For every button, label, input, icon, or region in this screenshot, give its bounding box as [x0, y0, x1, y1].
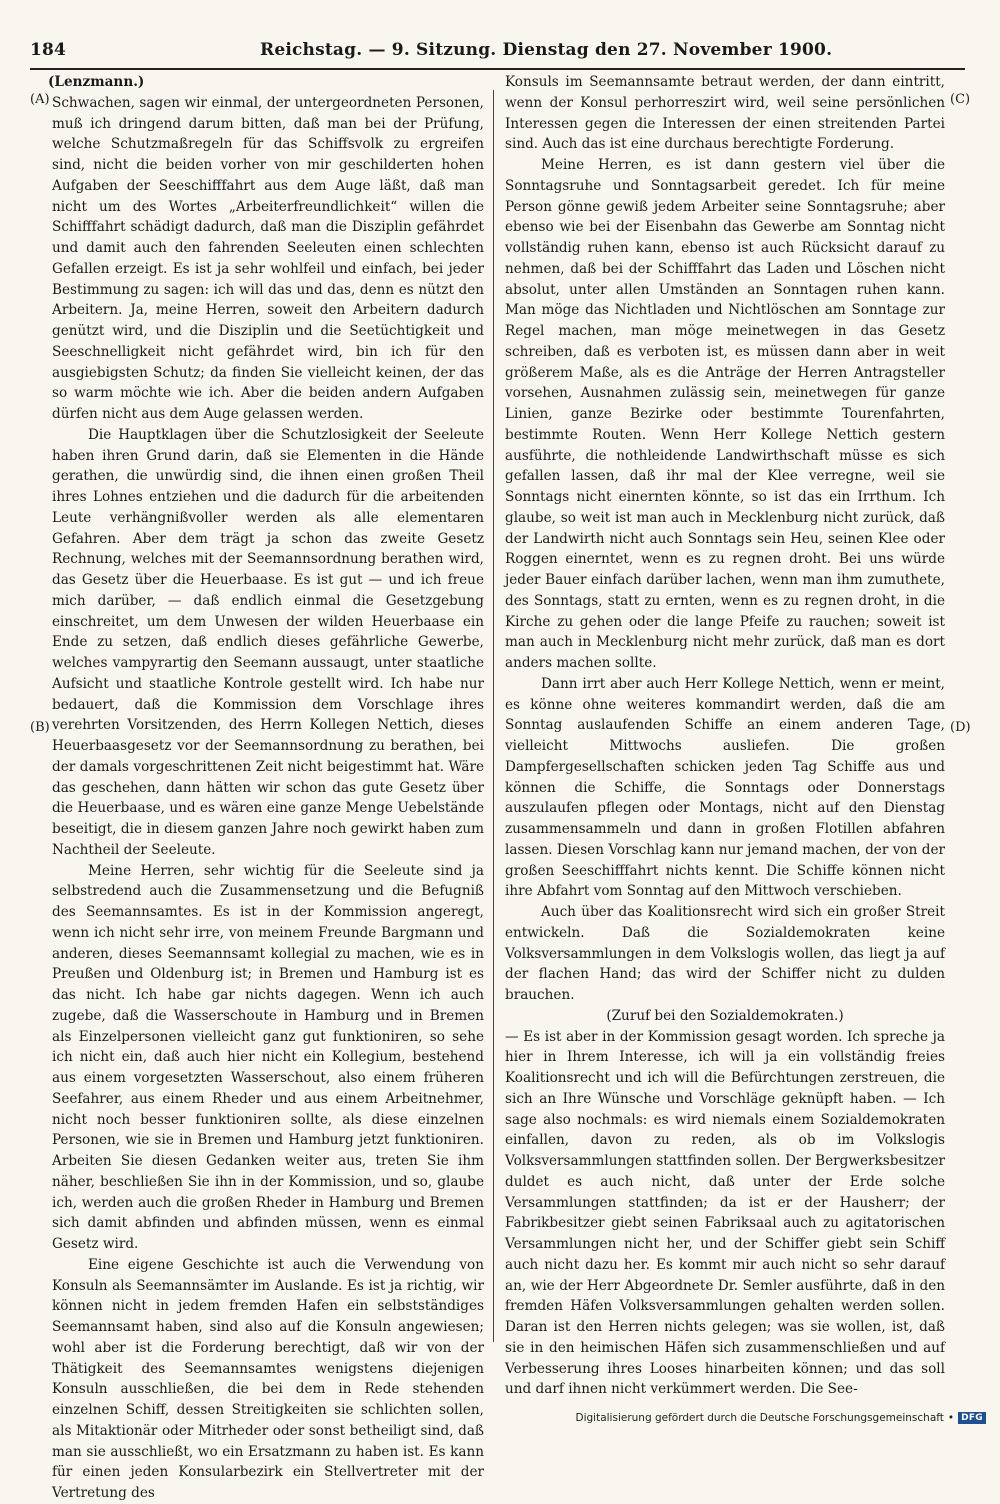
- paragraph: Die Hauptklagen über die Schutzlosigkeit der Seeleute haben ihren Grund darin, daß sie Elementen in die Hände gerathen, die unwürdig sind, die ihnen einen großen Theil ihres Lohnes entziehen und die dadurch für die arbeitenden Leute verhängnißvoller werden als alle elementaren Gefahren. Aber dem trägt ja schon das zweite Gesetz Rechnung, welches mit der Seemannsordnung berathen wird, das Gesetz über die Heuerbaase. Es ist gut — und ich freue mich darüber, — daß endlich einmal die Gesetzgebung einschreitet, um dem Unwesen der wilden Heuerbaase ein Ende zu setzen, daß endlich dieses gefährliche Gewerbe, welches vampyrartig den Seemann aussaugt, unter staatliche Aufsicht und staatliche Kontrole gestellt wird. Ich habe nur bedauert, daß die Kommission dem Vorschlage ihres verehrten Vorsitzenden, des Herrn Kollegen Nettich, dieses Heuerbaasgesetz vor der Seemannsordnung zu berathen, bei der damals vorgeschrittenen Zeit nicht beigestimmt hat. Wäre das geschehen, dann hätten wir schon das gute Gesetz über die Heuerbaase, und es wären eine ganze Menge Uebelstände beseitigt, die in diesem ganzen Jahre noch gewirkt haben zum Nachtheil der Seeleute.: [52, 426, 484, 858]
- paragraph: Dann irrt aber auch Herr Kollege Nettich, wenn er meint, es könne ohne weiteres kommandirt werden, daß die am Sonntag auslaufenden Schiffe an einem anderen Tage, vielleicht Mittwochs ausliefen. Die großen Dampfergesellschaften schicken jeden Tag Schiffe aus und können die Schiffe, die Sonntags oder Donnerstags auszulaufen pflegen oder Montags, nicht auf den Dienstag zusammensammeln und dann in großen Flotillen abfahren lassen. Diesen Vorschlag kann nur jemand machen, der von der großen Seeschifffahrt nichts kennt. Die Schiffe können nicht ihre Abfahrt vom Sonntag auf den Mittwoch verschieben.: [505, 675, 945, 900]
- header-rule: [30, 68, 965, 70]
- dfg-logo: DFG: [958, 1412, 986, 1424]
- running-title: Reichstag. — 9. Sitzung. Dienstag den 27. November 1900.: [260, 40, 833, 60]
- footer-credit: [576, 1412, 987, 1424]
- paragraph: — Es ist aber in der Kommission gesagt worden. Ich spreche ja hier in Ihrem Interesse, ich will ja ein vollständig freies Koalitionsrecht und ich will die Befürchtungen zerstreuen, die sich an Ihre Wünsche und Vorschläge geknüpft haben. — Ich sage also nochmals: es wird niemals einem Sozialdemokraten einfallen, davon zu reden, als ob im Volkslogis Volksversammlungen stattfinden sollen. Der Bergwerksbesitzer duldet es auch nicht, daß unter der Erde solche Versammlungen stattfinden; da ist er der Hausherr; der Fabrikbesitzer giebt seinen Fabriksaal auch zu agitatorischen Versammlungen nicht her, und der Schiffer giebt sein Schiff auch nicht dazu her. Es kommt mir auch nicht so sehr darauf an, wie der Herr Abgeordnete Dr. Semler ausführte, daß in den fremden Häfen Volksversammlungen gehalten werden sollen. Daran ist den Herren nichts gelegen; was sie wollen, ist, daß sie in den heimischen Häfen sich zusammenschließen und auf Verbesserung ihres Looses hinarbeiten können; und das soll und darf ihnen nicht verkümmert werden. Die See-: [505, 1028, 945, 1398]
- paragraph: Meine Herren, es ist dann gestern viel über die Sonntagsruhe und Sonntagsarbeit geredet. Ich für meine Person gönne gewiß jedem Arbeiter seine Sonntagsruhe; aber ebenso wie bei der Eisenbahn das Gewerbe am Sonntag nicht vollständig ruhen kann, ebenso ist auch Rücksicht darauf zu nehmen, daß bei der Schifffahrt das Laden und Löschen nicht absolut, unter allen Umständen an Sonntagen ruhen kann. Man möge das Nichtladen und Nichtlöschen am Sonntage zur Regel machen, man möge meinetwegen in das Gesetz schreiben, daß es verboten ist, es müssen dann aber in weit größerem Maße, als es die Anträge der Herren Antragsteller vorsehen, Ausnahmen zulässig sein, meinetwegen für ganze Linien, ganze Bezirke oder bestimmte Tourenfahrten, bestimmte Routen. Wenn Herr Kollege Nettich gestern ausführte, die nothleidende Landwirthschaft müsse es sich gefallen lassen, daß ihr mal der Klee verregne, weil sie Sonntags nicht einernten könnte, so ist das ein Irrthum. Ich glaube, so weit ist man auch in Mecklenburg nicht zurück, daß der Landwirth nicht auch Sonntags sein Heu, seinen Klee oder Roggen einerntet, wenn es zu regnen droht. Bei uns würde jeder Bauer einfach darüber lachen, wenn man ihm zumuthete, des Sonntags, statt zu ernten, wenn es zu regnen droht, in die Kirche zu gehen oder die lange Pfeife zu rauchen; soweit ist man auch in Mecklenburg nicht mehr zurück, daß man es dort anders machen sollte.: [505, 157, 945, 671]
- paragraph: Eine eigene Geschichte ist auch die Verwendung von Konsuln als Seemannsämter im Auslande. Es ist ja richtig, wir können nicht in jedem fremden Hafen ein selbstständiges Seemannsamt haben, sind also auf die Konsuln angewiesen; wohl aber ist die Forderung berechtigt, daß wir von der Thätigkeit des Seemannsamtes wenigstens diejenigen Konsuln ausschließen, die bei dem in Rede stehenden einzelnen Schiff, dessen Streitigkeiten sie schlichten sollen, als Mitaktionär oder Mitrheder oder sonst betheiligt sind, daß man sie ausschließt, wo ein Ersatzmann zu haben ist. Es kann für einen jeden Konsularbezirk ein Stellvertreter mit der Vertretung des: [52, 1256, 484, 1501]
- paragraph: Meine Herren, sehr wichtig für die Seeleute sind ja selbstredend auch die Zusammensetzung und die Befugniß des Seemannsamtes. Es ist in der Kommission angeregt, wenn ich nicht sehr irre, von meinem Freunde Bargmann und anderen, dieses Seemannsamt kollegial zu machen, wie es in Preußen und Oldenburg ist; in Bremen und Hamburg ist es das nicht. Ich habe gar nichts dagegen. Wenn ich auch zugebe, daß die Wasserschoute in Hamburg und in Bremen als Einzelpersonen vielleicht ganz gut funktioniren, so sehe ich nicht ein, daß auch hier nicht ein Kollegium, bestehend aus einem vorgesetzten Wasserschout, also einem früheren Seefahrer, aus einem Rheder und aus einem Arbeitnehmer, nicht noch besser funktioniren sollte, als diese einzelnen Personen, wie sie in Bremen und Hamburg jetzt funktioniren. Arbeiten Sie diesen Gedanken weiter aus, treten Sie ihm näher, beschließen Sie ihn in der Kommission, und so, glaube ich, werden auch die großen Rheder in Hamburg und Bremen sich damit abfinden und abfinden müssen, wenn es einmal Gesetz wird.: [52, 862, 484, 1252]
- page-number: 184: [30, 40, 67, 60]
- column-divider: [493, 90, 494, 1342]
- footer-separator: •: [947, 1412, 955, 1424]
- speaker-name: (Lenzmann.): [48, 74, 145, 90]
- margin-marker-c: (C): [950, 92, 971, 107]
- interjection: (Zuruf bei den Sozialdemokraten.): [606, 1007, 844, 1024]
- paragraph: Konsuls im Seemannsamte betraut werden, der dann eintritt, wenn der Konsul perhorreszirt wird, weil seine persönlichen Interessen gegen die Interessen der einen streitenden Partei sind. Auch das ist eine durchaus berechtigte Forderung.: [505, 74, 945, 153]
- right-column: [505, 72, 945, 1398]
- paragraph: Schwachen, sagen wir einmal, der untergeordneten Personen, muß ich dringend darum bitten, daß man bei der Prüfung, welche Schutzmaßregeln für das Schiffsvolk zu ergreifen sind, nicht die beiden vorher von mir geschilderten hohen Aufgaben der Seeschifffahrt aus dem Auge läßt, daß man nicht um des Wortes „Arbeiterfreundlichkeit“ willen die Schifffahrt schädigt dadurch, daß man die Disziplin gefährdet und damit auch den fahrenden Seeleuten einen schlechten Gefallen erzeigt. Es ist ja sehr wohlfeil und einfach, bei jeder Bestimmung zu sagen: ich will das und das, denn es nützt den Arbeitern. Ja, meine Herren, soweit den Arbeitern dadurch genützt wird, und die Disziplin und die Seetüchtigkeit und Seeschnelligkeit nicht gefährdet wird, bin ich für den ausgiebigsten Schutz; da finden Sie vielleicht keinen, der das so warm möchte wie ich. Aber die beiden andern Aufgaben dürfen nicht aus dem Auge gelassen werden.: [52, 94, 484, 422]
- footer-text: Digitalisierung gefördert durch die Deutsche Forschungsgemeinschaft: [575, 1412, 944, 1424]
- left-column: [48, 72, 484, 1501]
- margin-marker-b: (B): [30, 720, 50, 735]
- margin-marker-d: (D): [950, 720, 971, 735]
- page-header: [30, 40, 965, 66]
- margin-marker-a: (A): [30, 92, 50, 107]
- paragraph: Auch über das Koalitionsrecht wird sich ein großer Streit entwickeln. Daß die Sozialdemokraten keine Volksversammlungen in dem Volkslogis wollen, das liegt ja auf der flachen Hand; das wird der Schiffer nicht zu dulden brauchen.: [505, 904, 945, 1003]
